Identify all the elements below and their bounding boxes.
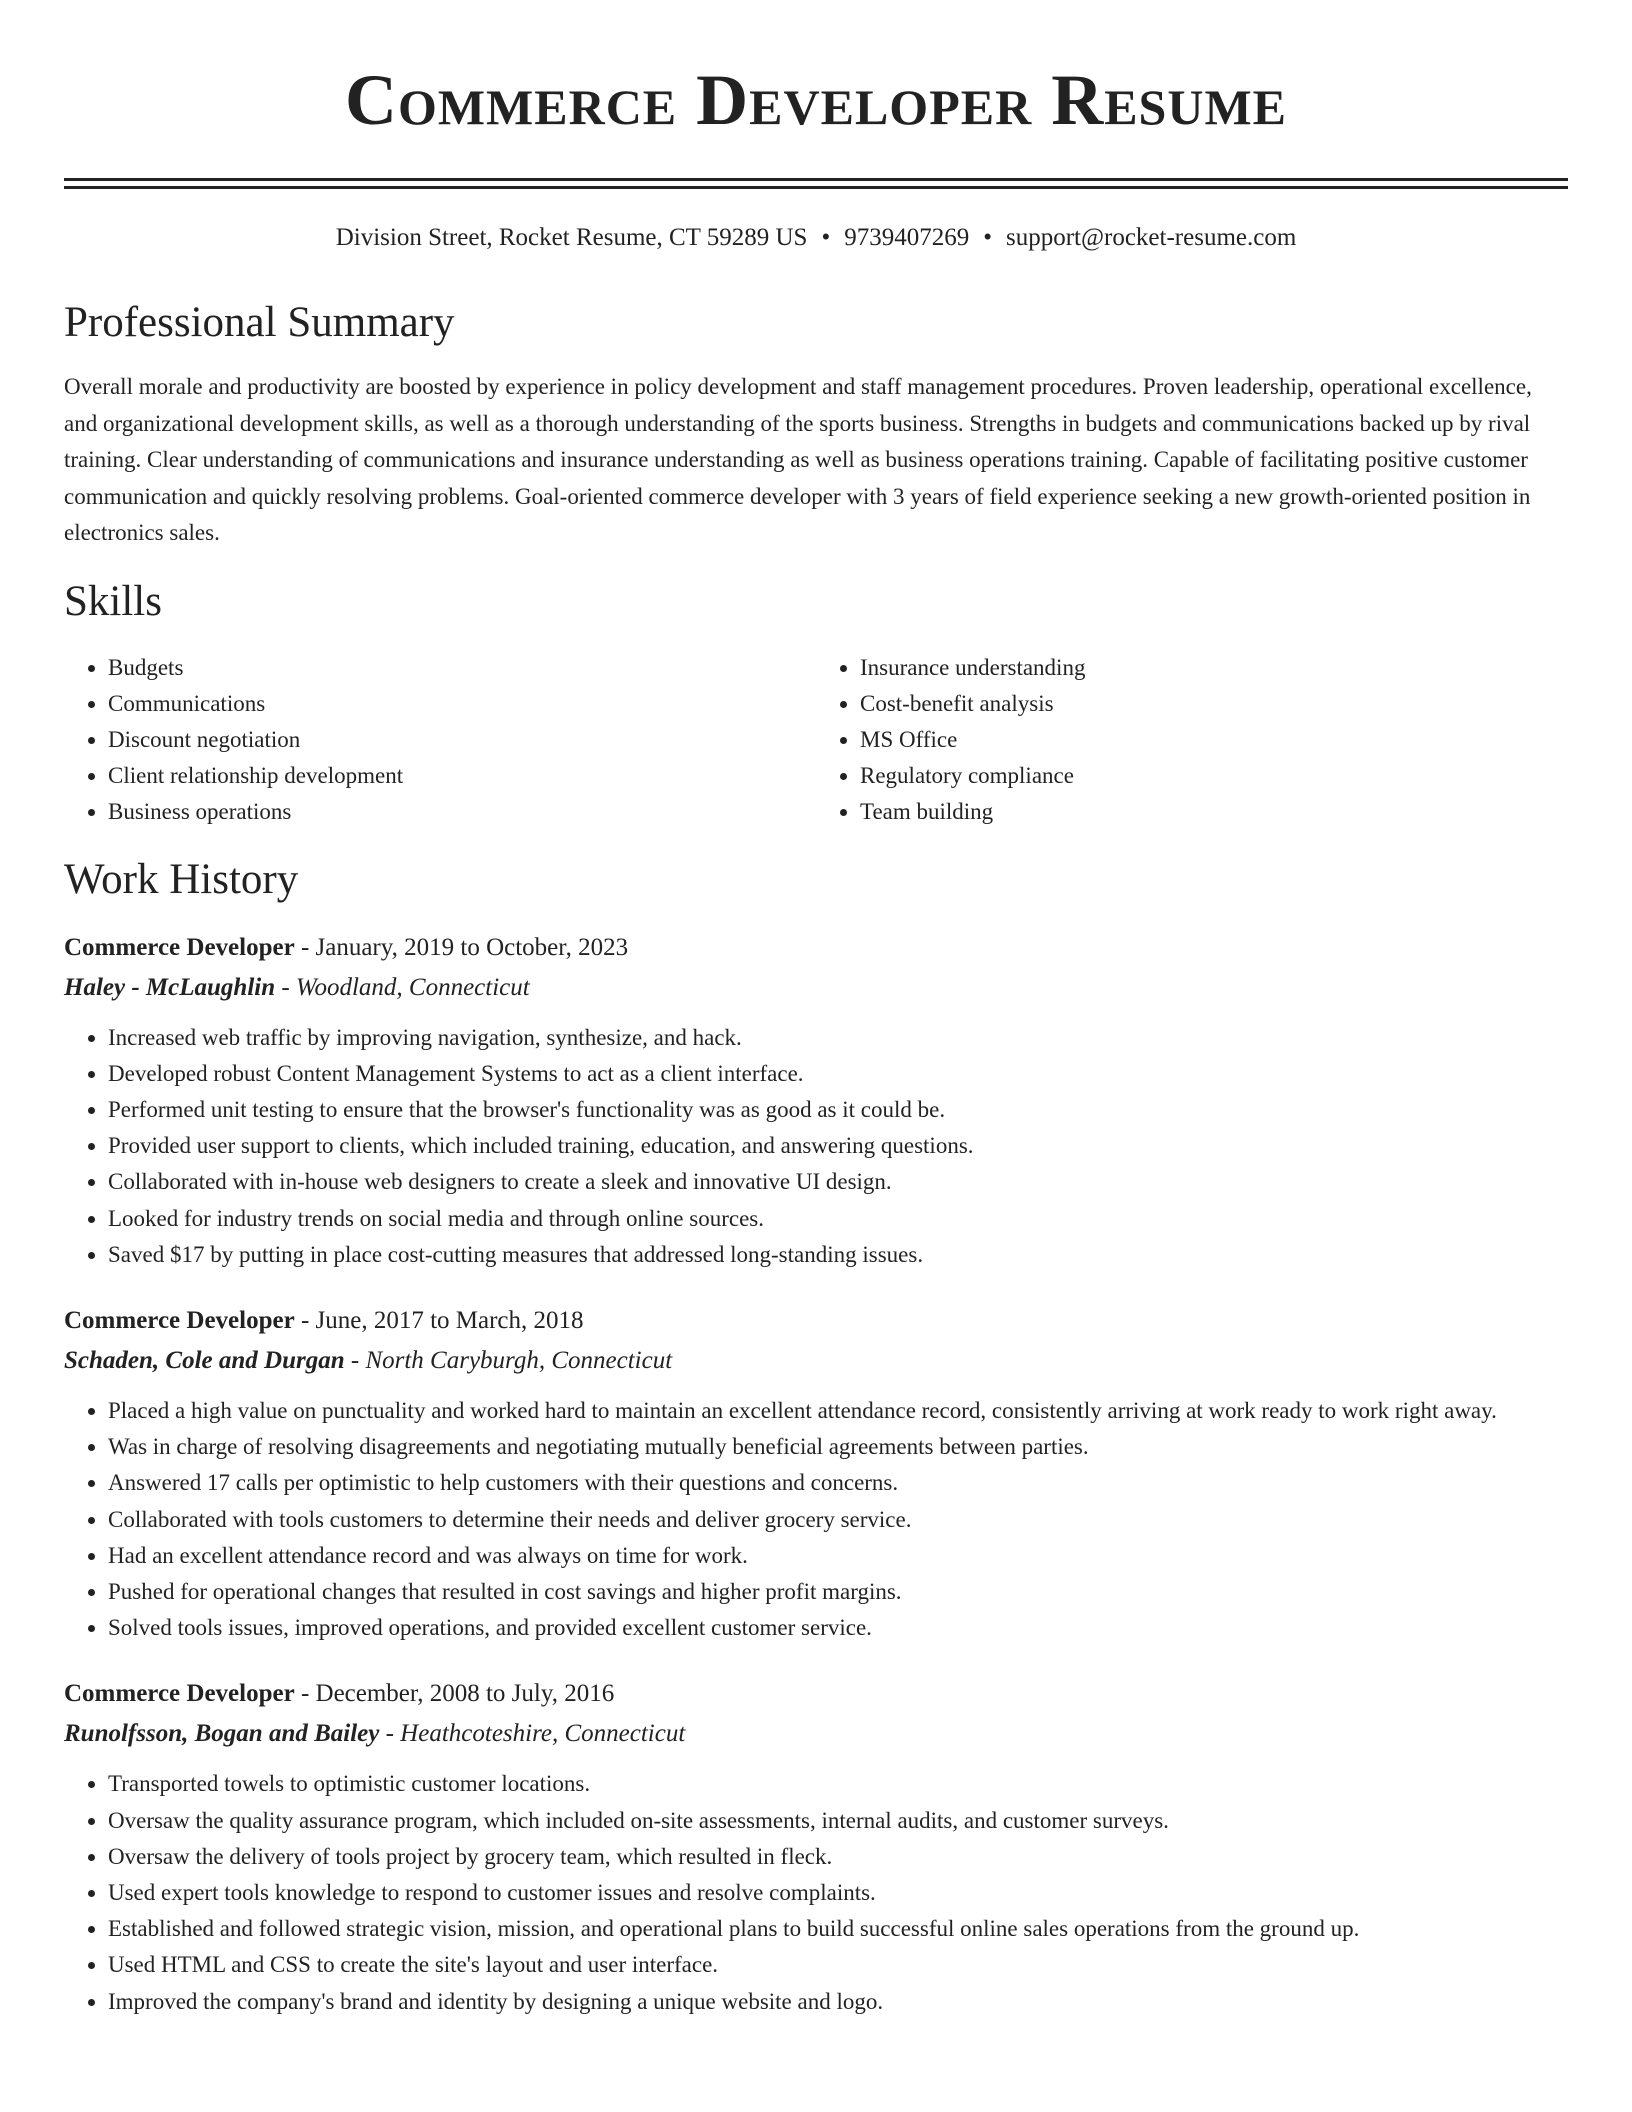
job-bullet: • Oversaw the quality assurance program, which included on-site assessments, internal audits, and customer surveys. <box>108 1803 1568 1839</box>
job-role: Commerce Developer <box>64 933 295 961</box>
job-role: Commerce Developer <box>64 1680 295 1708</box>
job-bullets <box>64 1020 1568 1273</box>
job-bullet: • Collaborated with in-house web designers to create a sleek and innovative UI design. <box>108 1164 1568 1200</box>
job-bullet: • Improved the company's brand and identity by designing a unique website and logo. <box>108 1984 1568 2020</box>
job-bullet: • Used HTML and CSS to create the site's layout and user interface. <box>108 1947 1568 1983</box>
job-bullet: • Answered 17 calls per optimistic to help customers with their questions and concerns. <box>108 1465 1568 1501</box>
job-entry <box>64 1301 1568 1646</box>
job-bullet: • Collaborated with tools customers to determine their needs and deliver grocery service. <box>108 1502 1568 1538</box>
skill-item: • Team building <box>860 794 1568 830</box>
skill-item: • Budgets <box>108 650 816 686</box>
skill-item: • Communications <box>108 686 816 722</box>
company-line <box>64 1341 1568 1381</box>
job-bullet: • Transported towels to optimistic customer locations. <box>108 1766 1568 1802</box>
skill-item: • Client relationship development <box>108 758 816 794</box>
job-title-line <box>64 928 1568 968</box>
job-dates: - January, 2019 to October, 2023 <box>294 933 629 961</box>
company-line <box>64 968 1568 1008</box>
skills-list-right <box>816 650 1568 830</box>
skill-item: • Business operations <box>108 794 816 830</box>
job-role: Commerce Developer <box>64 1306 295 1334</box>
company-name: Runolfsson, Bogan and Bailey <box>64 1720 380 1748</box>
job-bullet: • Placed a high value on punctuality and worked hard to maintain an excellent attendance record, consistently arriving at work ready to work right away. <box>108 1393 1568 1429</box>
skill-item: • Discount negotiation <box>108 722 816 758</box>
contact-separator: • <box>821 224 831 251</box>
job-bullet: • Developed robust Content Management Systems to act as a client interface. <box>108 1056 1568 1092</box>
job-bullet: • Performed unit testing to ensure that the browser's functionality was as good as it could be. <box>108 1092 1568 1128</box>
skill-item: • Cost-benefit analysis <box>860 686 1568 722</box>
resume-title: Commerce Developer Resume <box>344 60 1288 140</box>
job-bullets <box>64 1766 1568 2019</box>
skill-item: • Insurance understanding <box>860 650 1568 686</box>
job-bullet: • Provided user support to clients, which included training, education, and answering questions. <box>108 1128 1568 1164</box>
summary-heading: Professional Summary <box>64 299 455 346</box>
work-history-heading: Work History <box>64 855 299 903</box>
skills-heading: Skills <box>64 577 162 625</box>
contact-email: support@rocket-resume.com <box>1005 224 1297 251</box>
skill-item: • MS Office <box>860 722 1568 758</box>
skills-grid <box>64 650 1568 830</box>
job-dates: - December, 2008 to July, 2016 <box>294 1680 615 1708</box>
contact-line <box>64 221 1568 255</box>
contact-address: Division Street, Rocket Resume, CT 59289 US <box>335 224 808 251</box>
skills-column-left <box>64 650 816 830</box>
company-location: - North Caryburgh, Connecticut <box>344 1346 673 1374</box>
summary-text: Overall morale and productivity are boosted by experience in policy development and staff management procedures. Proven leadership, operational excellence, and organizational development skills, as well as a thorough understanding of the sports business. Strengths in budgets and communications backed up by rival training. Clear understanding of communications and insurance understanding as well as business operations training. Capable of facilitating positive customer communication and quickly resolving problems. Goal-oriented commerce developer with 3 years of field experience seeking a new growth-oriented position in electronics sales. <box>64 374 1532 545</box>
job-bullet: • Oversaw the delivery of tools project by grocery team, which resulted in fleck. <box>108 1839 1568 1875</box>
job-entry <box>64 1674 1568 2019</box>
job-bullet: • Had an excellent attendance record and was always on time for work. <box>108 1538 1568 1574</box>
job-bullets <box>64 1393 1568 1646</box>
job-bullet: • Pushed for operational changes that resulted in cost savings and higher profit margins. <box>108 1574 1568 1610</box>
job-bullet: • Increased web traffic by improving navigation, synthesize, and hack. <box>108 1020 1568 1056</box>
job-bullet: • Saved $17 by putting in place cost-cutting measures that addressed long-standing issues. <box>108 1237 1568 1273</box>
job-title-line <box>64 1674 1568 1714</box>
job-bullet: • Was in charge of resolving disagreements and negotiating mutually beneficial agreements between parties. <box>108 1429 1568 1465</box>
job-dates: - June, 2017 to March, 2018 <box>294 1306 584 1334</box>
company-name: Haley - McLaughlin <box>64 973 276 1001</box>
contact-separator: • <box>983 224 992 251</box>
job-bullet: • Used expert tools knowledge to respond to customer issues and resolve complaints. <box>108 1875 1568 1911</box>
job-entry <box>64 928 1568 1273</box>
company-line <box>64 1714 1568 1754</box>
job-bullet: • Solved tools issues, improved operations, and provided excellent customer service. <box>108 1610 1568 1646</box>
job-title-line <box>64 1301 1568 1341</box>
company-location: - Heathcoteshire, Connecticut <box>379 1720 686 1748</box>
skill-item: • Regulatory compliance <box>860 758 1568 794</box>
title-divider <box>64 178 1568 189</box>
job-bullet: • Established and followed strategic vision, mission, and operational plans to build successful online sales operations from the ground up. <box>108 1911 1568 1947</box>
skills-list-left <box>64 650 816 830</box>
skills-column-right <box>816 650 1568 830</box>
company-location: - Woodland, Connecticut <box>275 973 530 1001</box>
company-name: Schaden, Cole and Durgan <box>64 1346 345 1374</box>
contact-phone: 9739407269 <box>844 224 970 251</box>
job-bullet: • Looked for industry trends on social media and through online sources. <box>108 1201 1568 1237</box>
